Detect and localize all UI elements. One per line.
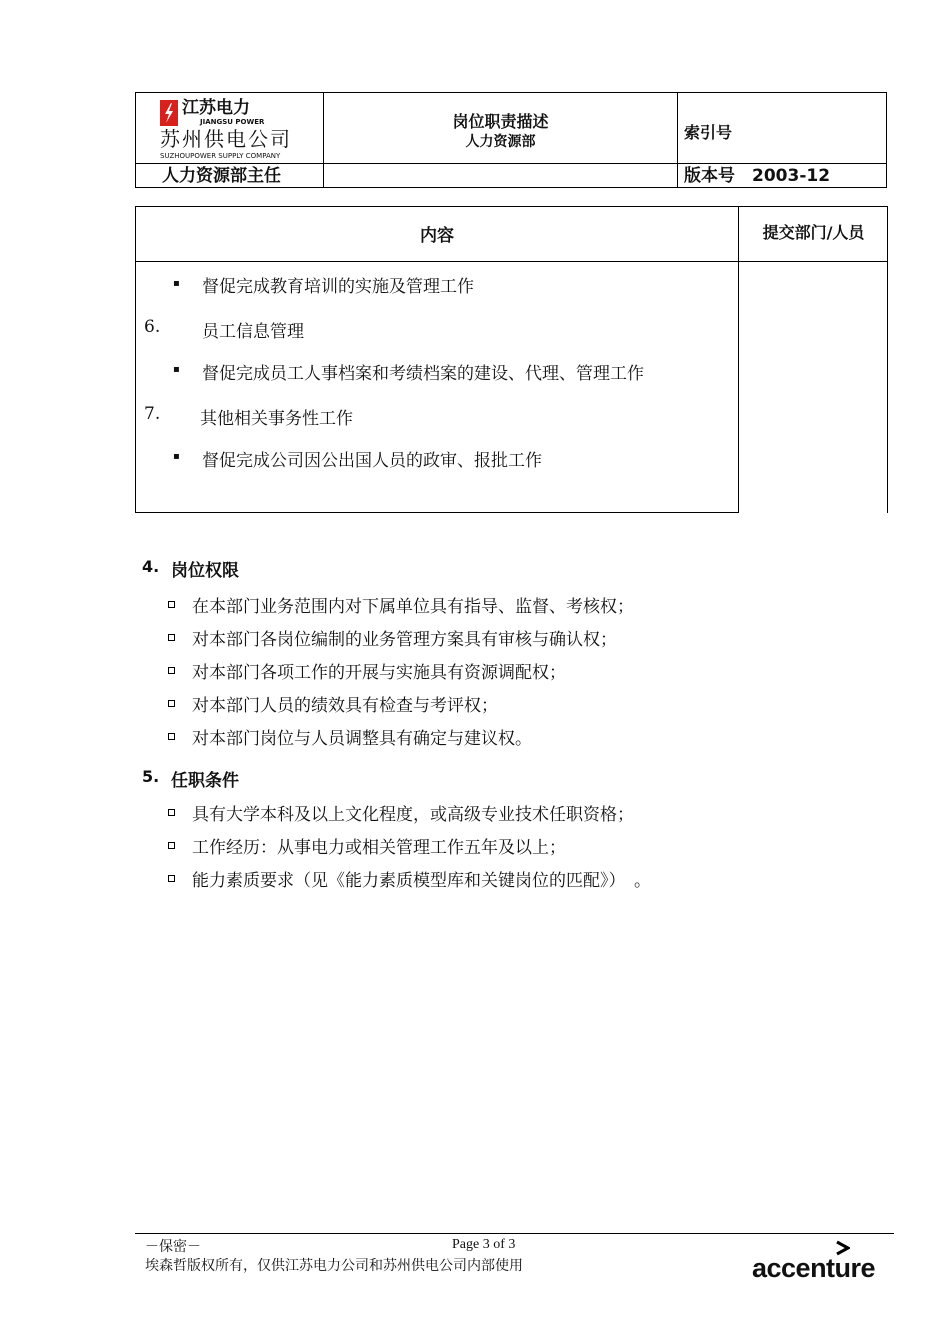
list-item: 对本部门人员的绩效具有检查与考评权； [192,696,498,716]
section-5-title: 任职条件 [171,771,239,791]
position-title: 人力资源部主任 [162,166,281,186]
logo-company-en: SUZHOUPOWER SUPPLY COMPANY [160,152,281,160]
checkbox-bullet-icon [168,842,175,849]
row-number: 6. [144,317,161,337]
accenture-logo [752,1240,897,1286]
list-item: 在本部门业务范围内对下属单位具有指导、监督、考核权； [192,597,634,617]
checkbox-bullet-icon [168,809,175,816]
doc-title: 岗位职责描述 [452,112,549,131]
footer-divider [135,1233,894,1234]
list-item: 对本部门岗位与人员调整具有确定与建议权。 [192,729,532,749]
row-number: 7. [144,404,161,424]
content-row: 督促完成员工人事档案和考绩档案的建设、代理、管理工作 [202,364,644,384]
checkbox-bullet-icon [168,875,175,882]
bullet-icon: ▪ [173,278,180,289]
content-row: 其他相关事务性工作 [200,409,353,429]
checkbox-bullet-icon [168,634,175,641]
version-label: 版本号 [684,166,735,186]
document-header-table [135,92,887,188]
list-item: 具有大学本科及以上文化程度，或高级专业技术任职资格； [192,805,634,825]
copyright-notice: 埃森哲版权所有，仅供江苏电力公司和苏州供电公司内部使用 [145,1258,523,1274]
page-number: Page 3 of 3 [452,1237,516,1252]
checkbox-bullet-icon [168,601,175,608]
bullet-icon: ▪ [173,451,180,462]
logo-brand-en: JIANGSU POWER [200,118,265,126]
checkbox-bullet-icon [168,733,175,740]
list-item: 对本部门各项工作的开展与实施具有资源调配权； [192,663,566,683]
section-4-title: 岗位权限 [171,561,239,581]
checkbox-bullet-icon [168,667,175,674]
content-row: 督促完成教育培训的实施及管理工作 [202,277,474,297]
content-row: 员工信息管理 [202,322,304,342]
version-value: 2003-12 [752,166,831,186]
doc-subtitle: 人力资源部 [465,134,536,150]
confidential-label: －保密－ [145,1239,201,1255]
list-item: 能力素质要求（见《能力素质模型库和关键岗位的匹配》） 。 [192,871,651,891]
section-4-number: 4. [142,557,160,576]
jiangsu-power-logo-icon [160,100,178,126]
logo-company-cn: 苏州供电公司 [160,127,292,151]
column-header-content: 内容 [420,226,454,246]
list-item: 对本部门各岗位编制的业务管理方案具有审核与确认权； [192,630,617,650]
accenture-wordmark: accenture [752,1253,876,1283]
index-label: 索引号 [684,123,733,142]
bullet-icon: ▪ [173,364,180,375]
checkbox-bullet-icon [168,700,175,707]
section-5-number: 5. [142,767,160,786]
content-row: 督促完成公司因公出国人员的政审、报批工作 [202,451,542,471]
content-table [135,206,888,513]
column-header-dept: 提交部门/人员 [762,223,865,242]
logo-brand-cn: 江苏电力 [182,98,250,118]
list-item: 工作经历：从事电力或相关管理工作五年及以上； [192,838,566,858]
company-logo [160,98,320,160]
